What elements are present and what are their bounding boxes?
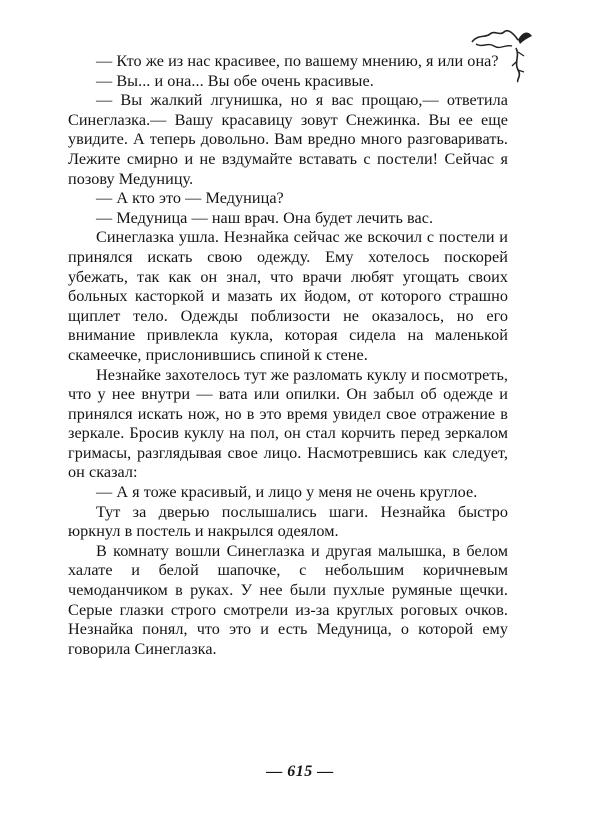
paragraph-sineglazka-left: Синеглазка ушла. Незнайка сейчас же вскочил с постели и принялся искать свою одежду. Ему хотелось поскорей убежать, так как он знал, что врачи любят угощать своих больных касторкой и мазать их йодом, от которого страшно щиплет тело. Одежды поблизости не оказалось, но его внимание привлекла кукла, которая сидела на маленькой скамеечке, прислонившись спиной к стене. [68,228,508,364]
paragraph-who-is-medunitsa: — А кто это — Медуница? [96,189,284,208]
paragraph-medunitsa-doctor: — Медуница — наш врач. Она будет лечить вас. [96,208,434,227]
paragraph-doll: Незнайке захотелось тут же разломать куклу и посмотреть, что у нее внутри — вата или опилки. Он забыл об одежде и принялся искать нож, но в это время увидел свое отражение в зеркале. Бросив куклу на пол, он стал корчить перед зеркалом гримасы, разглядывая свое лицо. Насмотревшись как следует, он сказал: [68,365,508,482]
paragraph-question: — Кто же из нас красивее, по вашему мнению, я или она? [96,52,499,70]
paragraph-footsteps: Тут за дверью послышались шаги. Незнайка быстро юркнул в постель и накрылся одеялом. [68,502,508,541]
paragraph-also-handsome: — А я тоже красивый, и лицо у меня не очень круглое. [96,483,478,502]
paragraph-sineglazka-reply: — Вы жалкий лгунишка, но я вас прощаю,— ответила Синеглазка.— Вашу красавицу зовут Снежинка. Вы ее еще увидите. А теперь довольно. Вам вредно много разговаривать. Лежите смирно и не вздумайте вставать с постели! Сейчас я позову Медуницу. [68,91,508,188]
paragraph-medunitsa-enters: В комнату вошли Синеглазка и другая малышка, в белом халате и белой шапочке, с небольшим коричневым чемоданчиком в руках. У нее были пухлые румяные щечки. Серые глазки строго смотрели из-за круглых роговых очков. Незнайка понял, что это и есть Медуница, о которой ему говорила Синеглазка. [68,541,508,658]
body-text [68,52,508,659]
paragraph-answer: — Вы... и она... Вы обе очень красивые. [96,71,374,90]
page-number: — 615 — [266,763,334,780]
